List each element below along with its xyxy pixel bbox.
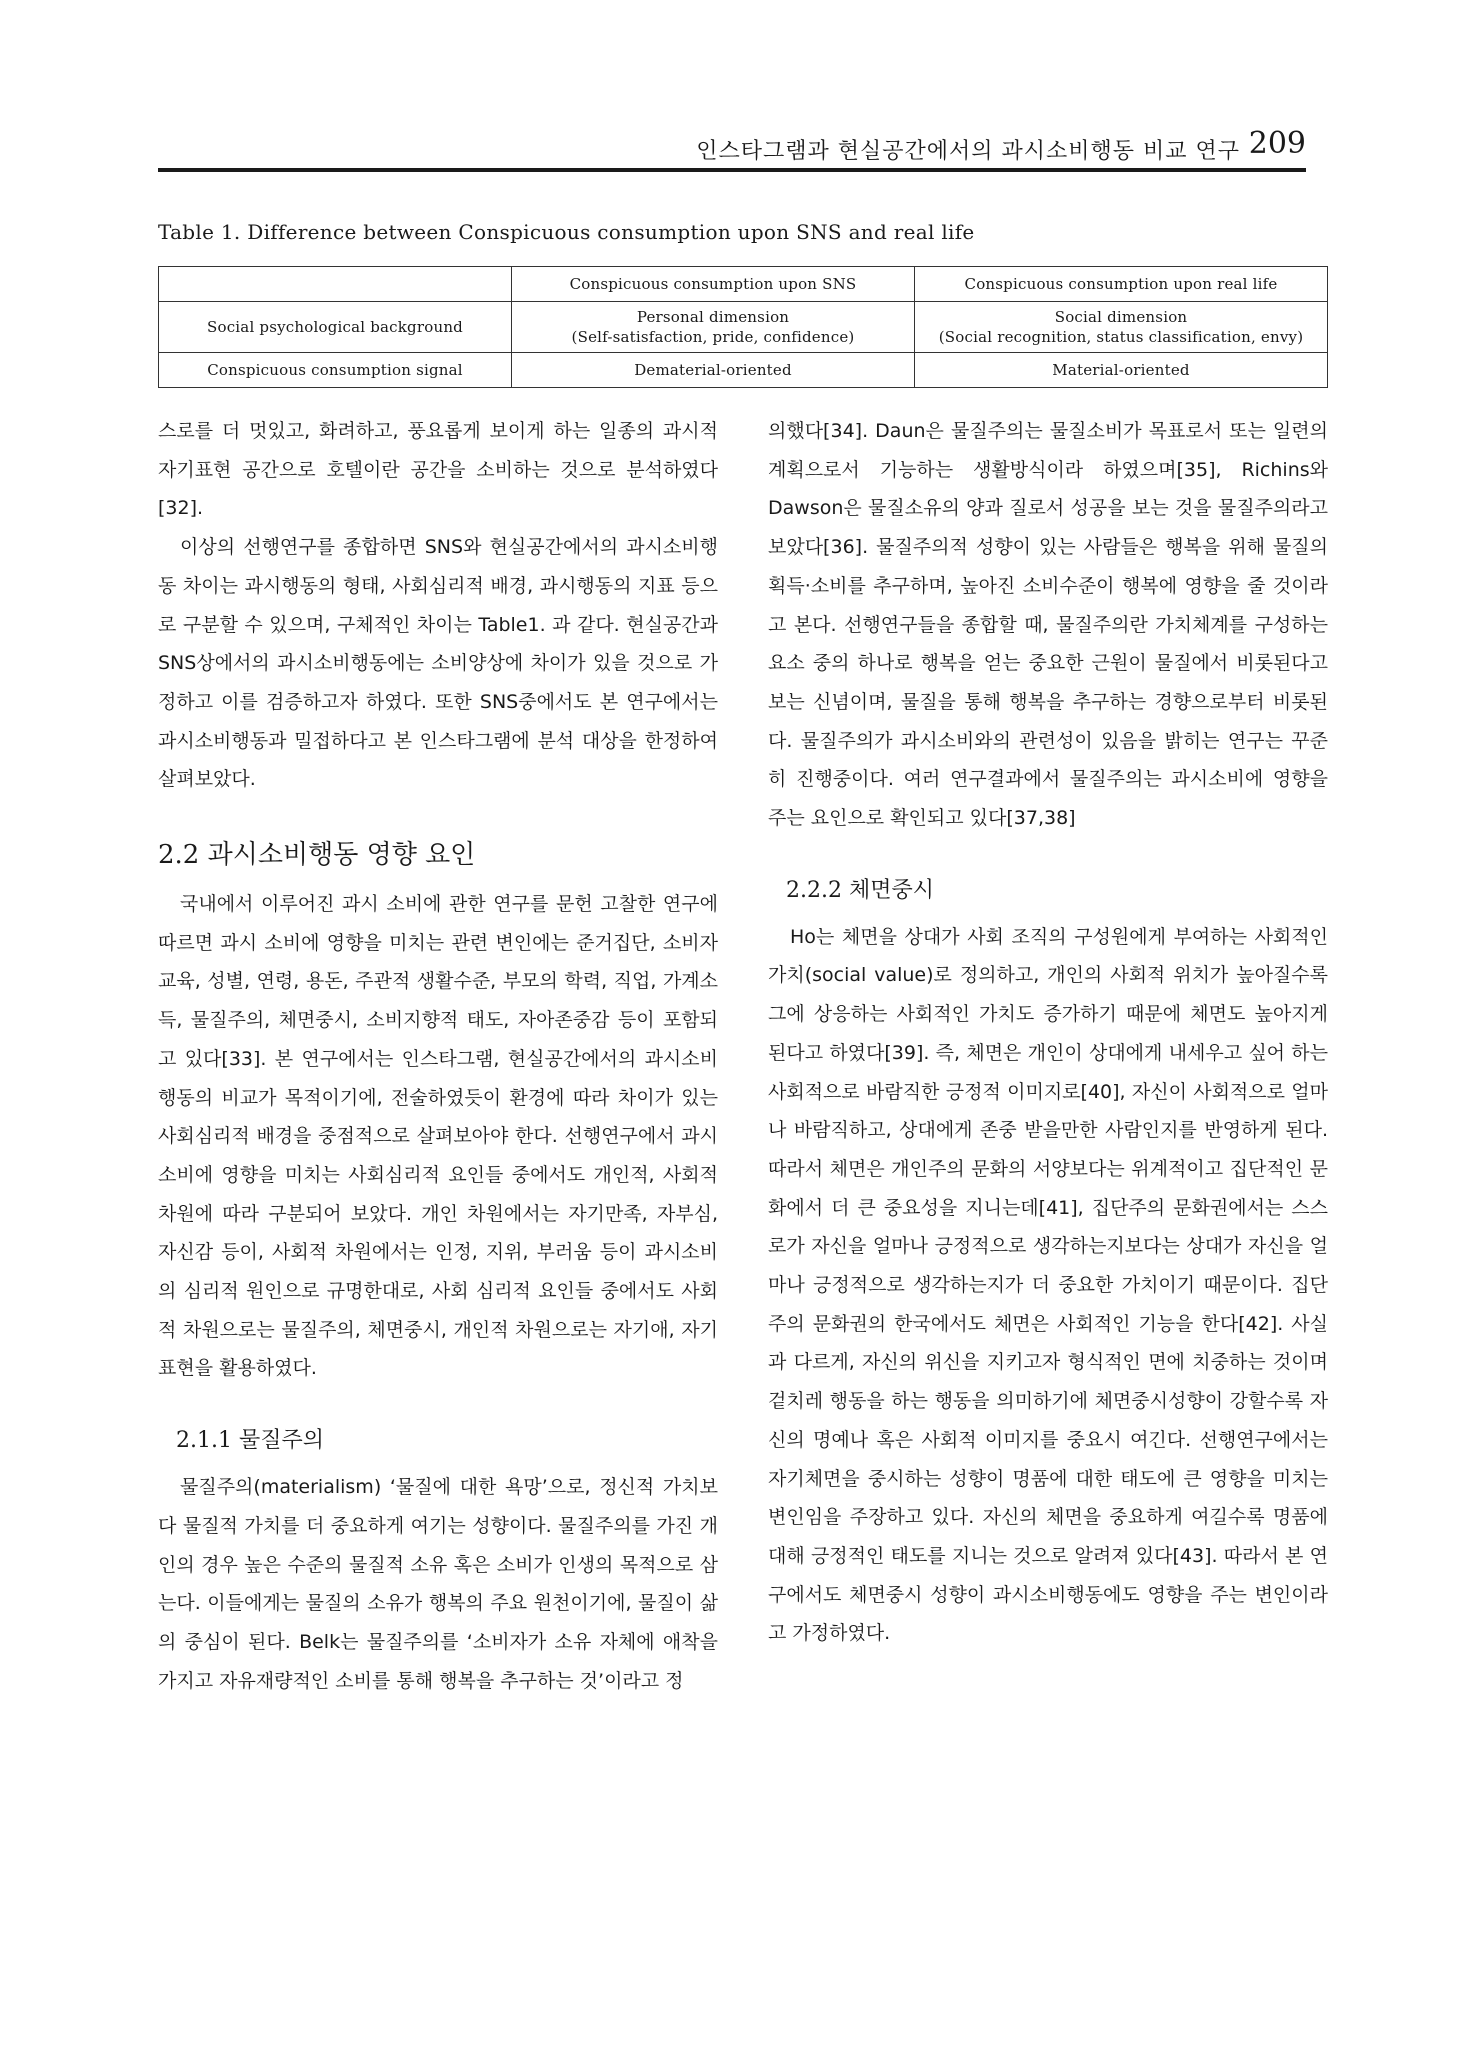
comparison-table <box>158 266 1328 388</box>
table-row <box>159 302 1328 353</box>
running-title: 인스타그램과 현실공간에서의 과시소비행동 비교 연구 <box>696 139 1240 164</box>
table-header-empty <box>159 267 512 302</box>
header-rule <box>158 168 1306 172</box>
left-column <box>158 412 718 1700</box>
paragraph: 의했다[34]. Daun은 물질주의는 물질소비가 목표로서 또는 일련의 계획으로서 기능하는 생활방식이라 하였으며[35], Richins와 Dawson은 물질소유의 양과 질로서 성공을 보는 것을 물질주의라고 보았다[36]. 물질주의적 성향이 있는 사람들은 행복을 위해 물질의 획득·소비를 추구하며, 높아진 소비수준이 행복에 영향을 줄 것이라고 본다. 선행연구들을 종합할 때, 물질주의란 가치체계를 구성하는 요소 중의 하나로 행복을 얻는 중요한 근원이 물질에서 비롯된다고 보는 신념이며, 물질을 통해 행복을 추구하는 경향으로부터 비롯된다. 물질주의가 과시소비와의 관련성이 있음을 밝히는 연구는 꾸준히 진행중이다. 여러 연구결과에서 물질주의는 과시소비에 영향을 주는 요인으로 확인되고 있다[37,38] <box>768 420 1328 830</box>
cell-sns <box>512 302 915 353</box>
paragraph: 스로를 더 멋있고, 화려하고, 풍요롭게 보이게 하는 일종의 과시적 자기표현 공간으로 호텔이란 공간을 소비하는 것으로 분석하였다[32]. <box>158 420 718 520</box>
section-heading: 2.2 과시소비행동 영향 요인 <box>158 840 476 871</box>
cell-real: Material-oriented <box>915 353 1328 388</box>
table-caption: Table 1. Difference between Conspicuous consumption upon SNS and real life <box>158 220 975 244</box>
cell-line: (Self-satisfaction, pride, confidence) <box>571 328 855 346</box>
table-row <box>159 353 1328 388</box>
table-header-sns: Conspicuous consumption upon SNS <box>512 267 915 302</box>
cell-real <box>915 302 1328 353</box>
table-header-row <box>159 267 1328 302</box>
paragraph: 국내에서 이루어진 과시 소비에 관한 연구를 문헌 고찰한 연구에 따르면 과시 소비에 영향을 미치는 관련 변인에는 준거집단, 소비자교육, 성별, 연령, 용돈, 주관적 생활수준, 부모의 학력, 직업, 가계소득, 물질주의, 체면중시, 소비지향적 태도, 자아존중감 등이 포함되고 있다[33]. 본 연구에서는 인스타그램, 현실공간에서의 과시소비행동의 비교가 목적이기에, 전술하였듯이 환경에 따라 차이가 있는 사회심리적 배경을 중점적으로 살펴보아야 한다. 선행연구에서 과시소비에 영향을 미치는 사회심리적 요인들 중에서도 개인적, 사회적 차원에 따라 구분되어 보았다. 개인 차원에서는 자기만족, 자부심, 자신감 등이, 사회적 차원에서는 인정, 지위, 부러움 등이 과시소비의 심리적 원인으로 규명한대로, 사회 심리적 요인들 중에서도 사회적 차원으로는 물질주의, 체면중시, 개인적 차원으로는 자기애, 자기표현을 활용하였다. <box>158 893 718 1380</box>
paragraph: Ho는 체면을 상대가 사회 조직의 구성원에게 부여하는 사회적인 가치(social value)로 정의하고, 개인의 사회적 위치가 높아질수록 그에 상응하는 사회적인 가치도 증가하기 때문에 체면도 높아지게 된다고 하였다[39]. 즉, 체면은 개인이 상대에게 내세우고 싶어 하는 사회적으로 바람직한 긍정적 이미지로[40], 자신이 사회적으로 얼마나 바람직하고, 상대에게 존중 받을만한 사람인지를 반영하게 된다. 따라서 체면은 개인주의 문화의 서양보다는 위계적이고 집단적인 문화에서 더 큰 중요성을 지니는데[41], 집단주의 문화권에서는 스스로가 자신을 얼마나 긍정적으로 생각하는지보다는 상대가 자신을 얼마나 긍정적으로 생각하는지가 더 중요한 가치이기 때문이다. 집단주의 문화권의 한국에서도 체면은 사회적인 기능을 한다[42]. 사실과 다르게, 자신의 위신을 지키고자 형식적인 면에 치중하는 것이며 겉치레 행동을 하는 행동을 의미하기에 체면중시성향이 강할수록 자신의 명예나 혹은 사회적 이미지를 중요시 여긴다. 선행연구에서는 자기체면을 중시하는 성향이 명품에 대한 태도에 큰 영향을 미치는 변인임을 주장하고 있다. 자신의 체면을 중요하게 여길수록 명품에 대해 긍정적인 태도를 지니는 것으로 알려져 있다[43]. 따라서 본 연구에서도 체면중시 성향이 과시소비행동에도 영향을 주는 변인이라고 가정하였다. <box>768 925 1328 1645</box>
paragraph: 이상의 선행연구를 종합하면 SNS와 현실공간에서의 과시소비행동 차이는 과시행동의 형태, 사회심리적 배경, 과시행동의 지표 등으로 구분할 수 있으며, 구체적인 차이는 Table1. 과 같다. 현실공간과 SNS상에서의 과시소비행동에는 소비양상에 차이가 있을 것으로 가정하고 이를 검증하고자 하였다. 또한 SNS중에서도 본 연구에서는 과시소비행동과 밀접하다고 본 인스타그램에 분석 대상을 한정하여 살펴보았다. <box>158 536 718 791</box>
cell-line: Social dimension <box>1054 308 1188 326</box>
page-number: 209 <box>1248 126 1306 161</box>
cell-sns: Dematerial-oriented <box>512 353 915 388</box>
subsection-heading: 2.2.2 체면중시 <box>786 877 934 903</box>
table-header-real: Conspicuous consumption upon real life <box>915 267 1328 302</box>
cell-line: (Social recognition, status classification, envy) <box>938 328 1304 346</box>
row-label: Social psychological background <box>159 302 512 353</box>
subsection-heading: 2.1.1 물질주의 <box>176 1428 324 1454</box>
cell-line: Personal dimension <box>636 308 790 326</box>
paragraph: 물질주의(materialism) ‘물질에 대한 욕망’으로, 정신적 가치보다 물질적 가치를 더 중요하게 여기는 성향이다. 물질주의를 가진 개인의 경우 높은 수준의 물질적 소유 혹은 소비가 인생의 목적으로 삼는다. 이들에게는 물질의 소유가 행복의 주요 원천이기에, 물질이 삶의 중심이 된다. Belk는 물질주의를 ‘소비자가 소유 자체에 애착을 가지고 자유재량적인 소비를 통해 행복을 추구하는 것’이라고 정 <box>158 1476 718 1692</box>
running-head <box>158 126 1306 172</box>
row-label: Conspicuous consumption signal <box>159 353 512 388</box>
right-column <box>768 412 1328 1653</box>
